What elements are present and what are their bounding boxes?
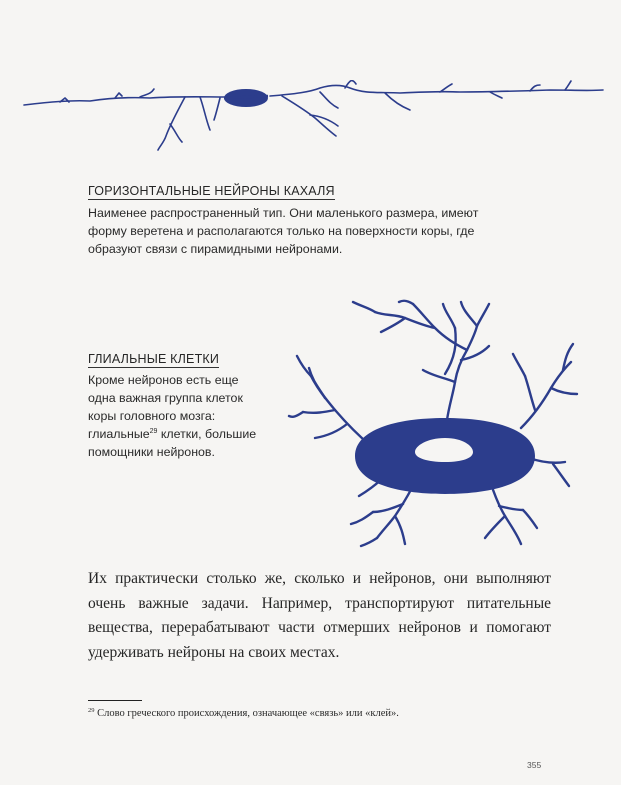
section-title-glial-cells: ГЛИАЛЬНЫЕ КЛЕТКИ (88, 352, 220, 366)
glial-word: глиальные (88, 427, 150, 441)
glial-cell-illustration (285, 298, 585, 553)
body-line: помощники нейронов. (88, 445, 215, 459)
body-line: одна важная группа клеток (88, 391, 243, 405)
footnote-divider (88, 700, 142, 701)
footnote-number: 29 (88, 707, 95, 714)
footnote (88, 708, 399, 719)
section-body-glial-cells (88, 371, 288, 461)
body-line: Кроме нейронов есть еще (88, 373, 239, 387)
body-line: Наименее распространенный тип. Они маленького размера, имеют (88, 206, 479, 220)
body-line-rest: клетки, большие (157, 427, 257, 441)
footnote-ref: 29 (149, 428, 158, 435)
footnote-text: Слово греческого происхождения, означающее «связь» или «клей». (94, 708, 399, 719)
body-line: образуют связи с пирамидными нейронами. (88, 242, 343, 256)
page-number: 355 (527, 760, 542, 770)
body-line: коры головного мозга: (88, 409, 216, 423)
body-line (88, 425, 288, 443)
horizontal-neuron-illustration (20, 80, 610, 170)
body-line: форму веретена и располагаются только на поверхности коры, где (88, 224, 475, 238)
main-paragraph: Их практически столько же, сколько и нейронов, они выполняют очень важные задачи. Например, транспортируют питательные вещества, перерабатывают части отмерших нейронов и помогают удерживать нейроны на своих местах. (88, 570, 551, 661)
section-title-horizontal-neurons: ГОРИЗОНТАЛЬНЫЕ НЕЙРОНЫ КАХАЛЯ (88, 184, 335, 198)
section-body-horizontal-neurons (88, 204, 518, 258)
